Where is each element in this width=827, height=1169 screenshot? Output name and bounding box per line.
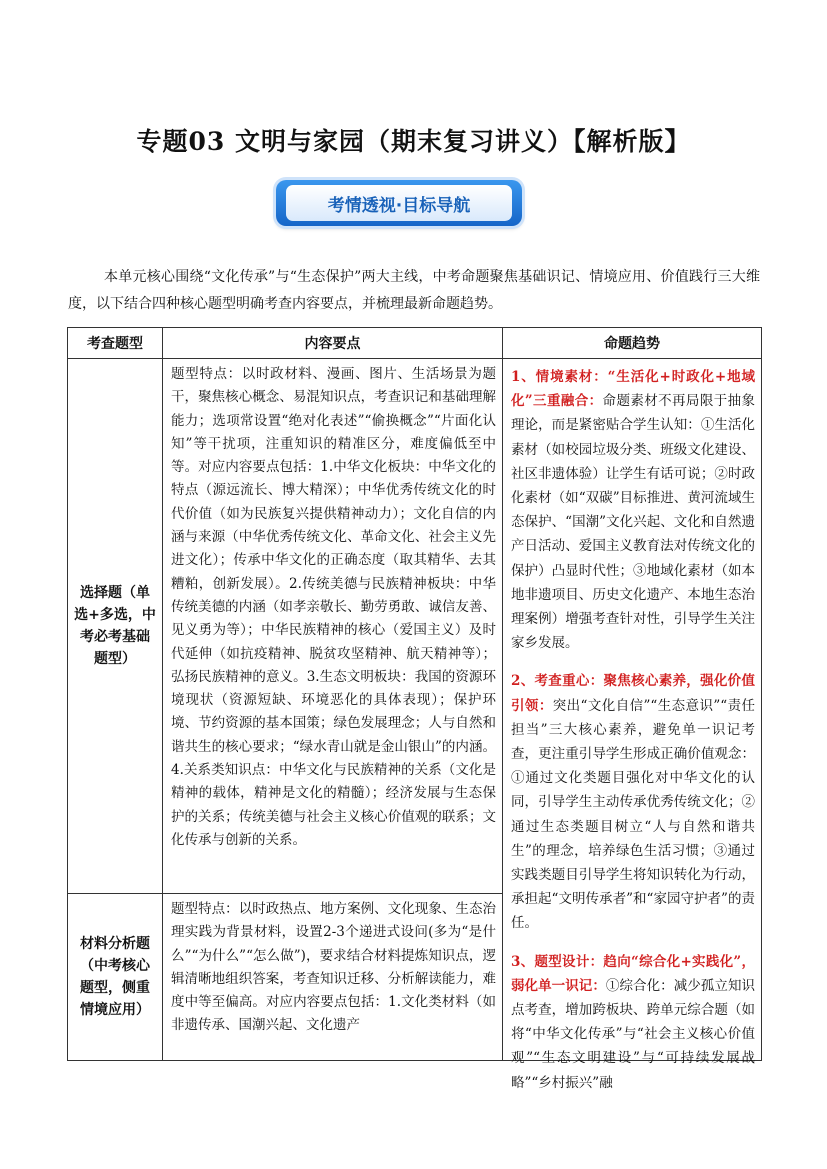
section-banner: [276, 180, 522, 226]
trend-heading: 3、题型设计：趋向“综合化+实践化”，弱化单一识记：: [511, 953, 755, 994]
content-cell: 题型特点：以时政材料、漫画、图片、生活场景为题干，聚焦核心概念、易混知识点，考查识记和基础理解能力；选项常设置“绝对化表述”“偷换概念”“片面化认知”等干扰项，注重知识的精准区分，难度偏低至中等。对应内容要点包括：1.中华文化板块：中华文化的特点（源远流长、博大精深）；中华优秀传统文化的时代价值（如为民族复兴提供精神动力）；文化自信的内涵与来源（中华优秀传统文化、革命文化、社会主义先进文化）；传承中华文化的正确态度（取其精华、去其糟粕，创新发展）。2.传统美德与民族精神板块：中华传统美德的内涵（如孝亲敬长、勤劳勇敢、诚信友善、见义勇为等）；中华民族精神的核心（爱国主义）及时代延伸（如抗疫精神、脱贫攻坚精神、航天精神等）；弘扬民族精神的意义。3.生态文明板块：我国的资源环境现状（资源短缺、环境恶化的具体表现）；保护环境、节约资源的基本国策；绿色发展理念；人与自然和谐共生的核心要求；“绿水青山就是金山银山”的内涵。4.关系类知识点：中华文化与民族精神的关系（文化是精神的载体，精神是文化的精髓）；经济发展与生态保护的关系；传统美德与社会主义核心价值观的联系；文化传承与创新的关系。: [163, 359, 503, 894]
page-title: 专题03 文明与家园（期末复习讲义）【解析版】: [136, 127, 691, 156]
content-cell: [163, 894, 503, 1061]
trend-heading: 2、考查重心：聚焦核心素养，强化价值引领：: [511, 673, 755, 714]
trend-item: [511, 950, 755, 1095]
trend-body: ①综合化：减少孤立知识点考查，增加跨板块、跨单元综合题（如将“中华文化传承”与“社会主义核心价值观”“生态文明建设”与“可持续发展战略”“乡村振兴”融: [511, 977, 756, 1091]
exam-analysis-table: [67, 327, 762, 1091]
trend-cell: [503, 359, 762, 1091]
header-content: 内容要点: [163, 328, 503, 359]
trend-body: 命题素材不再局限于抽象理论，而是紧密贴合学生认知：①生活化素材（如校园垃圾分类、班级文化建设、社区非遗体验）让学生有话可说；②时政化素材（如“双碳”目标推进、黄河流域生态保护、“国潮”文化兴起、文化和自然遗产日活动、爱国主义教育法对传统文化的保护）凸显时代性；③地域化素材（如本地非遗项目、历史文化遗产、本地生态治理案例）增强考查针对性，引导学生关注家乡发展。: [511, 393, 756, 652]
header-type: 考查题型: [68, 328, 163, 359]
banner-label: 考情透视·目标导航: [286, 185, 512, 221]
trend-body: 突出“文化自信”“生态意识”“责任担当”三大核心素养，避免单一识记考查，更注重引导学生形成正确价值观念：①通过文化类题目强化对中华文化的认同，引导学生主动传承优秀传统文化；②通过生态类题目树立“人与自然和谐共生”的理念，培养绿色生活习惯；③通过实践类题目引导学生将知识转化为行动，承担起“文明传承者”和“家园守护者”的责任。: [511, 697, 755, 932]
intro-paragraph: 本单元核心围绕“文化传承”与“生态保护”两大主线，中考命题聚焦基础识记、情境应用、价值践行三大维度，以下结合四种核心题型明确考查内容要点，并梳理最新命题趋势。: [68, 269, 760, 312]
trend-heading: 1、情境素材：“生活化+时政化+地域化”三重融合：: [511, 369, 755, 410]
trend-item: [511, 365, 755, 655]
header-trend: 命题趋势: [503, 328, 762, 359]
question-type-cell: 选择题（单选+多选，中考必考基础题型）: [68, 359, 163, 894]
table-row: [68, 359, 762, 894]
content-text: 题型特点：以时政热点、地方案例、文化现象、生态治理实践为背景材料，设置2-3个递进式设问(多为“是什么”“为什么”“怎么做”)，要求结合材料提炼知识点，逻辑清晰地组织答案，考查知识迁移、分析解读能力，难度中等至偏高。对应内容要点包括：1.文化类材料（如非遗传承、国潮兴起、文化遗产: [171, 901, 496, 1034]
question-type-cell: 材料分析题（中考核心题型，侧重情境应用）: [68, 894, 163, 1061]
table-header-row: [68, 328, 762, 359]
trend-list: [511, 365, 756, 1091]
trend-item: [511, 669, 755, 935]
